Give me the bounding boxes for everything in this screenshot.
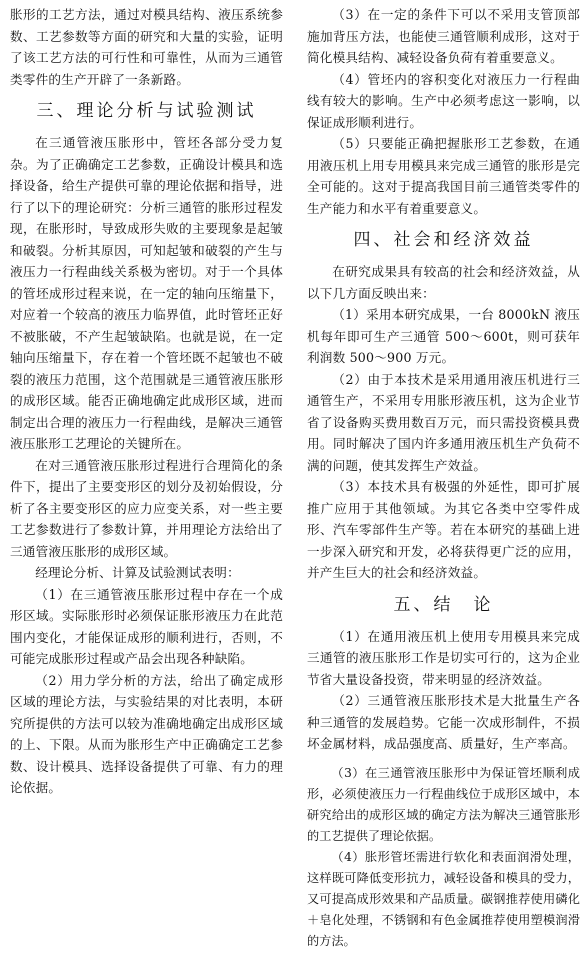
summary-item-3: （3）在三通管液压胀形中为保证管坯顺利成形，必须使液压力一行程曲线位于成形区域中，本研究给出的成形区域的确定方法为解决三通管胀形的工艺提供了理论依据。 xyxy=(307,765,580,843)
benefit-item-1: （1）采用本研究成果，一台 8000kN 液压机每年即可生产三通管 500～600t，则可获年利润数 500～900 万元。 xyxy=(307,307,580,365)
benefit-item-2: （2）由于本技术是采用通用液压机进行三通管生产，不采用专用胀形液压机，这为企业节省了设备购买费用数百万元，而只需投资模具费用。同时解决了国内许多通用液压机生产负荷不满的问题，使其发挥生产效益。 xyxy=(307,371,580,473)
section-3-paragraph-2: 在对三通管液压胀形过程进行合理简化的条件下，提出了主要变形区的划分及初始假设，分析了各主要变形区的应力应变关系，对一些主要工艺参数进行了参数计算，并用理论方法给出了三通管液压胀形的成形区域。 xyxy=(10,457,283,559)
left-column xyxy=(10,4,283,799)
section-3-paragraph-3: 经理论分析、计算及试验测试表明： xyxy=(35,565,240,580)
intro-paragraph: 胀形的工艺方法，通过对模具结构、液压系统参数、工艺参数等方面的研究和大量的实验，证明了该工艺方法的可行性和可靠性，从而为三通管类零件的生产开辟了一条新路。 xyxy=(10,7,283,87)
benefit-item-3: （3）本技术具有极强的外延性，即可扩展推广应用于其他领域。为其它各类中空零件成形、汽车零部件生产等。若在本研究的基础上进一步深入研究和开发，必将获得更广泛的应用，并产生巨大的社会和经济效益。 xyxy=(307,479,580,580)
right-column xyxy=(307,4,580,952)
conclusion-item-2: （2）用力学分析的方法，给出了确定成形区域的理论方法，与实验结果的对比表明，本研究所提供的方法可以较为准确地确定出成形区域的上、下限。从而为胀形生产中正确确定工艺参数、设计模具、选择设备提供了可靠、有力的理论依据。 xyxy=(10,672,283,795)
conclusion-item-4: （4）管坯内的容积变化对液压力一行程曲线有较大的影响。生产中必须考虑这一影响，以保证成形顺利进行。 xyxy=(307,71,580,130)
conclusion-item-1: （1）在三通管液压胀形过程中存在一个成形区域。实际胀形时必须保证胀形液压力在此范围内变化，才能保证成形的顺利进行，否则，不可能完成胀形过程或产品会出现各种缺陷。 xyxy=(10,586,283,666)
section-5-heading: 五、结 论 xyxy=(393,594,494,615)
conclusion-item-3: （3）在一定的条件下可以不采用支管顶部施加背压方法，也能使三通管顺利成形，这对于简化模具结构、减轻设备负荷有着重要意义。 xyxy=(307,7,580,65)
section-3-paragraph-1: 在三通管液压胀形中，管坯各部分受力复杂。为了正确确定工艺参数，正确设计模具和选择设备，给生产提供可靠的理论依据和指导，进行了以下的理论研究：分析三通管的胀形过程发现，在胀形时，导致成形失败的主要现象是起皱和破裂。分析其原因，可知起皱和破裂的产生与液压力一行程曲线关系极为密切。对于一个具体的管坯成形过程来说，在一定的轴向压缩量下，对应着一个较高的液压力临界值，此时管坯正好不被胀破，不产生起皱缺陷。也就是说，在一定轴向压缩量下，存在着一个管坯既不起皱也不破裂的液压力范围，这个范围就是三通管液压胀形的成形区域。能否正确地确定此成形区域，进而制定出合理的液压力一行程曲线，是解决三通管液压胀形工艺理论的关键所在。 xyxy=(10,135,283,451)
spacer xyxy=(307,755,580,763)
benefit-intro: 在研究成果具有较高的社会和经济效益，从以下几方面反映出来： xyxy=(307,264,580,301)
section-3-heading: 三、理论分析与试验测试 xyxy=(36,101,257,121)
conclusion-item-5: （5）只要能正确把握胀形工艺参数，在通用液压机上用专用模具来完成三通管的胀形是完全可能的。这对于提高我国目前三通管类零件的生产能力和水平有着重要意义。 xyxy=(307,136,580,216)
section-4-heading: 四、社会和经济效益 xyxy=(353,230,534,250)
summary-item-4: （4）胀形管坯需进行软化和表面润滑处理，这样既可降低变形抗力，减轻设备和模具的受力，又可提高成形效果和产品质量。碳钢推荐使用磷化＋皂化处理，不锈钢和有色金属推荐使用塑模润滑的方法。 xyxy=(307,849,580,948)
summary-item-1: （1）在通用液压机上使用专用模具来完成三通管的液压胀形工作是切实可行的，这为企业节省大量设备投资，带来明显的经济效益。 xyxy=(307,628,580,687)
summary-item-2: （2）三通管液压胀形技术是大批量生产各种三通管的发展趋势。它能一次成形制件，不损坏金属材料，成品强度高、质量好，生产率高。 xyxy=(307,693,580,751)
